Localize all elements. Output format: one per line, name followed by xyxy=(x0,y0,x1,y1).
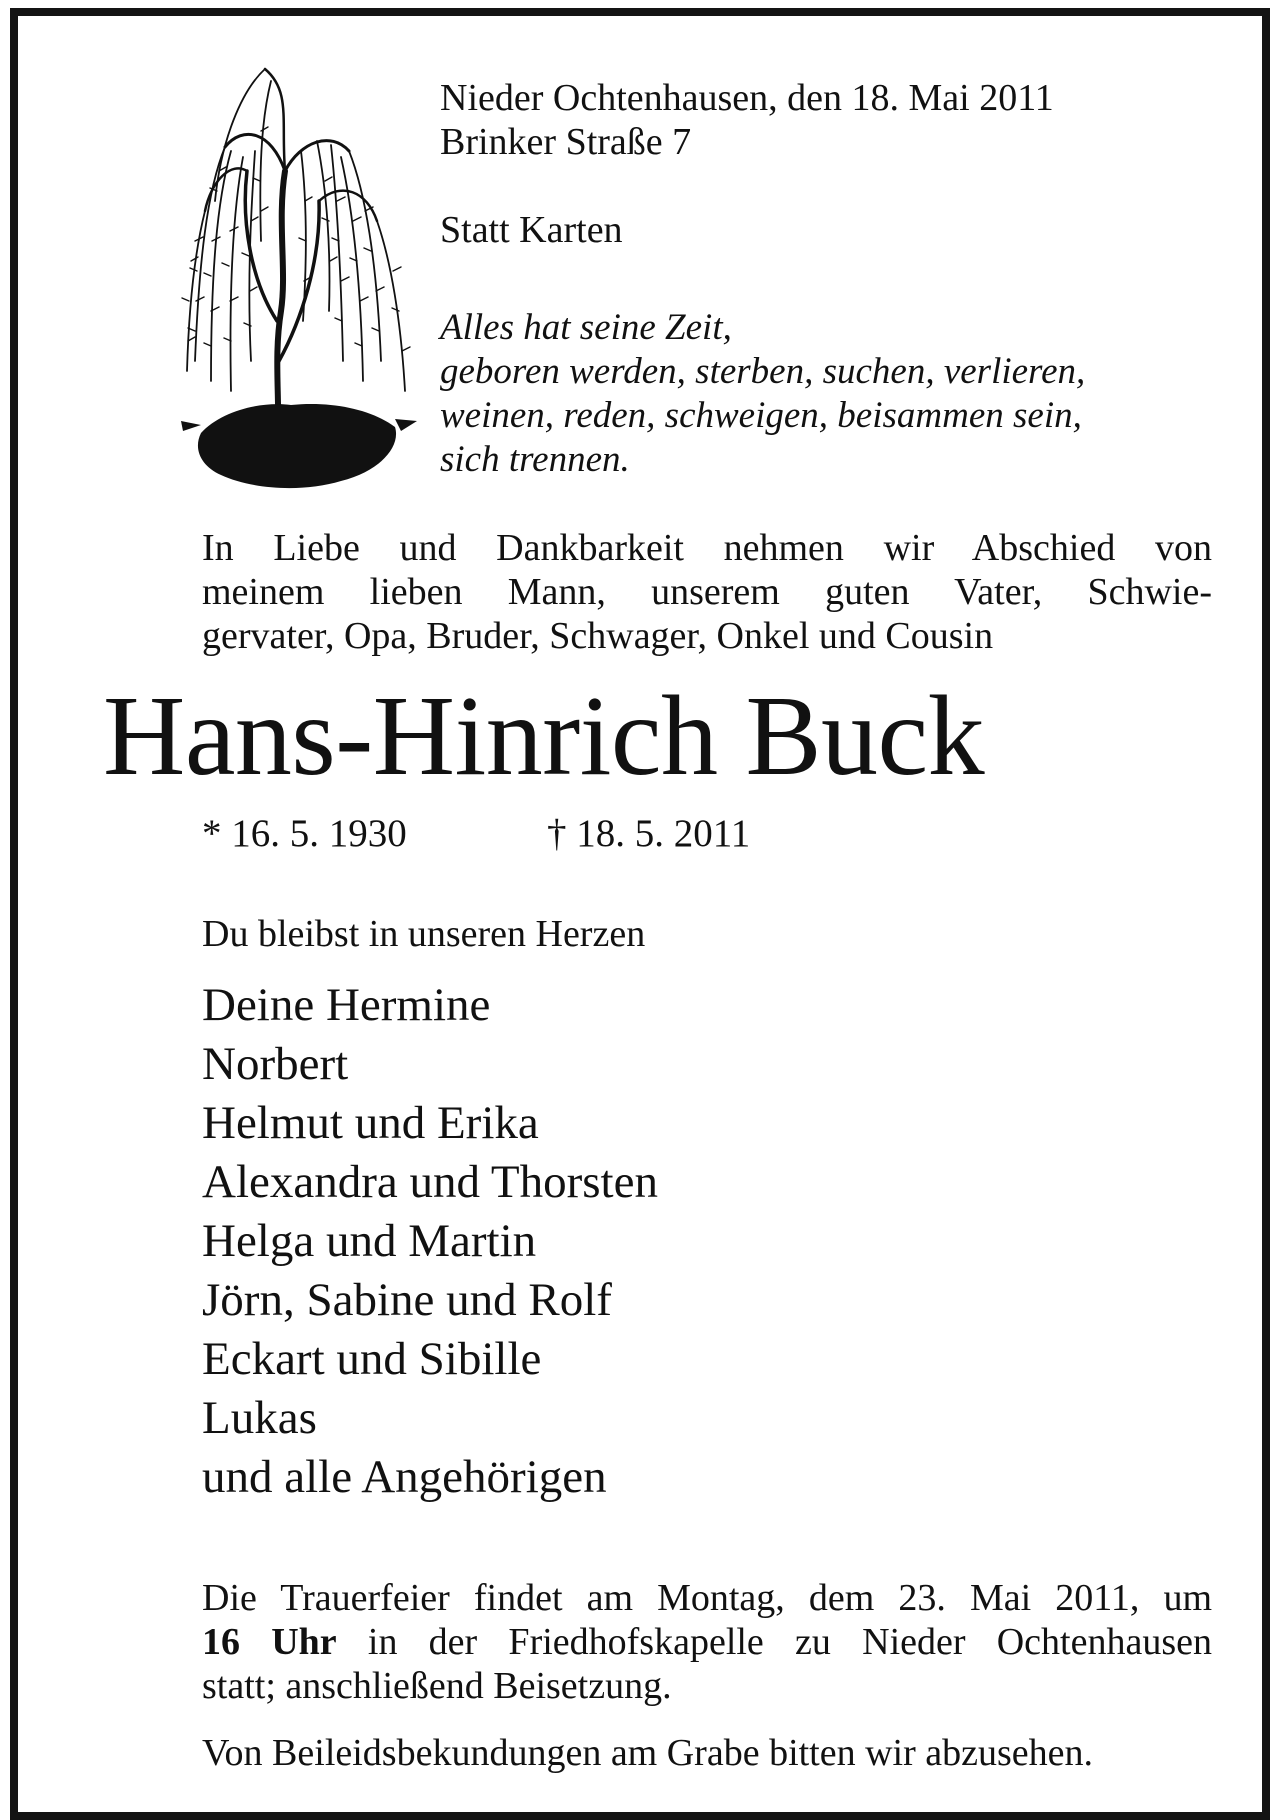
funeral-line: statt; anschließend Beisetzung. xyxy=(202,1665,672,1707)
closing-note: Von Beileidsbekundungen am Grabe bitten wir abzusehen. xyxy=(202,1732,1094,1774)
signer: Norbert xyxy=(202,1038,349,1090)
funeral-details xyxy=(202,1576,1212,1708)
funeral-line xyxy=(202,1620,1212,1664)
quote-line: geboren werden, sterben, suchen, verlieren, xyxy=(440,351,1086,392)
quote-block xyxy=(440,306,1220,482)
statt-karten: Statt Karten xyxy=(440,209,623,251)
intro-line: gervater, Opa, Bruder, Schwager, Onkel und Cousin xyxy=(202,615,994,657)
death-date: † 18. 5. 2011 xyxy=(547,812,751,855)
funeral-location: in der Friedhofskapelle zu Nieder Ochtenhausen xyxy=(336,1621,1212,1663)
signer: und alle Angehörigen xyxy=(202,1451,607,1503)
life-dates xyxy=(202,811,751,857)
intro-line: In Liebe und Dankbarkeit nehmen wir Abschied von xyxy=(202,527,1212,569)
signer: Alexandra und Thorsten xyxy=(202,1156,658,1208)
funeral-time: 16 Uhr xyxy=(202,1621,337,1663)
signer: Helmut und Erika xyxy=(202,1097,539,1149)
signer: Eckart und Sibille xyxy=(202,1333,542,1385)
signer: Helga und Martin xyxy=(202,1215,537,1267)
place-date: Nieder Ochtenhausen, den 18. Mai 2011 xyxy=(440,77,1054,119)
quote-line: weinen, reden, schweigen, beisammen sein, xyxy=(440,395,1082,436)
deceased-name: Hans-Hinrich Buck xyxy=(103,672,985,799)
street-address: Brinker Straße 7 xyxy=(440,121,692,163)
weeping-willow-icon xyxy=(181,61,417,501)
signer: Lukas xyxy=(202,1392,317,1444)
funeral-line: Die Trauerfeier findet am Montag, dem 23. Mai 2011, um xyxy=(202,1577,1212,1619)
notice-header xyxy=(440,76,1220,252)
quote-line: Alles hat seine Zeit, xyxy=(440,307,732,348)
quote-line: sich trennen. xyxy=(440,439,630,480)
intro-line: meinem lieben Mann, unserem guten Vater, Schwie- xyxy=(202,571,1212,613)
birth-date: * 16. 5. 1930 xyxy=(202,812,407,855)
signers-list xyxy=(202,976,658,1507)
remembrance-line: Du bleibst in unseren Herzen xyxy=(202,913,646,955)
signer: Jörn, Sabine und Rolf xyxy=(202,1274,612,1326)
obituary-notice-frame xyxy=(10,8,1270,1820)
signer: Deine Hermine xyxy=(202,979,491,1031)
intro-paragraph xyxy=(202,526,1212,658)
